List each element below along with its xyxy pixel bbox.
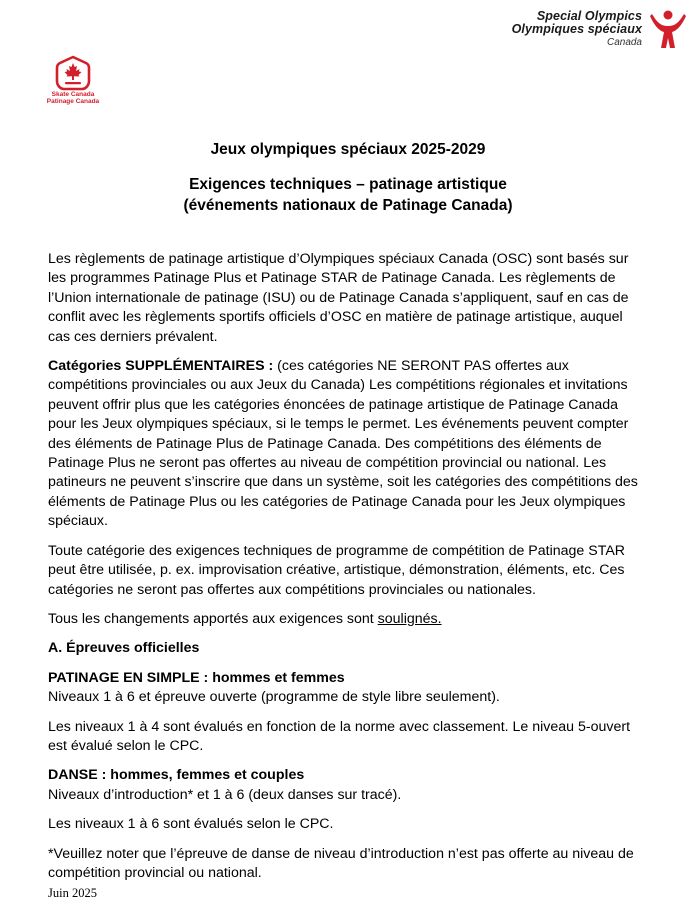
skate-canada-label-en: Skate Canada — [51, 91, 95, 98]
changes-note-paragraph — [48, 610, 648, 629]
dance-heading: DANSE : hommes, femmes et couples — [48, 767, 305, 784]
additional-categories-paragraph — [48, 357, 648, 532]
footer-date: Juin 2025 — [48, 886, 97, 900]
star-categories-paragraph: Toute catégorie des exigences techniques de programme de compétition de Patinage STAR peut être utilisée, p. ex. improvisation créative, artistique, démonstration, éléments, etc. Ces catégories ne seront pas offertes aux compétitions provinciales ou nationales. — [48, 542, 626, 598]
special-olympics-line1: Special Olympics — [536, 9, 642, 23]
additional-categories-heading: Catégories SUPPLÉMENTAIRES : — [48, 358, 274, 375]
additional-categories-text: (ces catégories NE SERONT PAS offertes aux compétitions provinciales ou aux Jeux du Canada) Les compétitions régionales et invitations peuvent offrir plus que les catégories énoncées de patinage artistique de Patinage Canada pour les Jeux olympiques spéciaux, si le temps le permet. Les événements peuvent compter des éléments de Patinage Plus de Patinage Canada. Des compétitions des éléments de Patinage Plus ne seront pas offertes au niveau de compétition provincial ou national. Les patineurs ne peuvent s’inscrire que dans un système, soit les catégories des compétitions des éléments de Patinage Plus ou les catégories de Patinage Canada pour les Jeux olympiques spéciaux. — [48, 358, 638, 530]
dance-text: Niveaux d’introduction* et 1 à 6 (deux danses sur tracé). — [48, 786, 402, 803]
intro-paragraph: Les règlements de patinage artistique d’Olympiques spéciaux Canada (OSC) sont basés sur les programmes Patinage Plus et Patinage STAR de Patinage Canada. Les règlements de l’Union internationale de patinage (ISU) ou de Patinage Canada s’appliquent, sauf en cas de conflit avec les règlements sportifs officiels d’OSC en matière de patinage artistique, auquel cas ces derniers prévalent. — [48, 251, 629, 345]
title-line-1: Jeux olympiques spéciaux 2025-2029 — [210, 141, 486, 158]
title-line-2: Exigences techniques – patinage artistique — [189, 176, 507, 193]
title-line-3: (événements nationaux de Patinage Canada) — [183, 197, 513, 214]
skate-canada-logo — [44, 55, 102, 115]
singles-heading: PATINAGE EN SIMPLE : hommes et femmes — [48, 669, 345, 686]
changes-note-text: Tous les changements apportés aux exigences sont — [48, 610, 378, 627]
special-olympics-line2: Olympiques spéciaux — [511, 22, 642, 36]
skate-canada-label-fr: Patinage Canada — [46, 98, 100, 105]
dance-block — [48, 766, 648, 805]
document-body — [48, 250, 648, 893]
special-olympics-wordmark — [512, 10, 642, 49]
maple-leaf-badge-icon — [55, 55, 91, 91]
changes-note-underlined: soulignés. — [377, 610, 442, 627]
section-a-heading: A. Épreuves officielles — [48, 640, 200, 657]
singles-evaluation: Les niveaux 1 à 4 sont évalués en fonction de la norme avec classement. Le niveau 5-ouvert est évalué selon le CPC. — [48, 718, 631, 754]
special-olympics-line3: Canada — [606, 37, 642, 48]
singles-block — [48, 669, 648, 708]
document-title — [0, 140, 696, 216]
special-olympics-figure-icon — [648, 8, 688, 50]
special-olympics-logo — [500, 8, 690, 50]
intro-dance-note: *Veuillez noter que l’épreuve de danse de niveau d’introduction n’est pas offerte au niveau de compétition provincial ou national. — [48, 845, 634, 881]
singles-text: Niveaux 1 à 6 et épreuve ouverte (programme de style libre seulement). — [48, 689, 500, 706]
dance-evaluation: Les niveaux 1 à 6 sont évalués selon le CPC. — [48, 816, 334, 833]
